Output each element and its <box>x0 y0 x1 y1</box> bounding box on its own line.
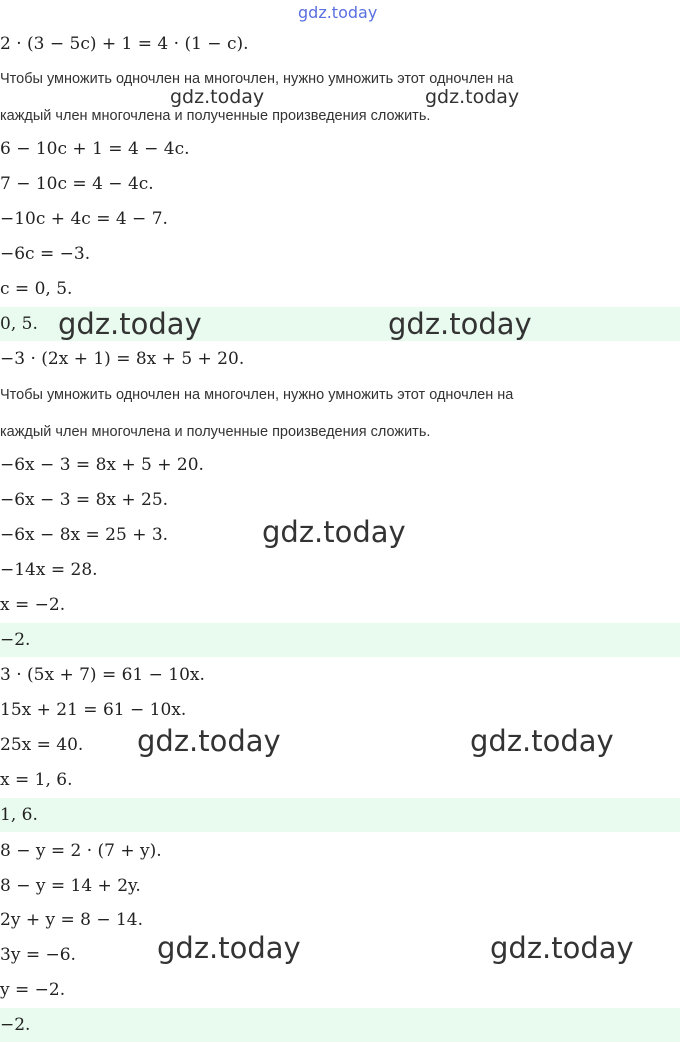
equation: 3 · (5x + 7) = 61 − 10x. <box>0 665 205 685</box>
watermark: gdz.today <box>425 86 520 108</box>
watermark: gdz.today <box>470 724 614 758</box>
watermark: gdz.today <box>388 307 532 341</box>
rule-text: Чтобы умножить одночлен на многочлен, нужно умножить этот одночлен на <box>0 387 514 403</box>
equation: 8 − y = 2 · (7 + y). <box>0 841 162 861</box>
answer-band <box>0 623 680 657</box>
equation: −6c = −3. <box>0 244 91 264</box>
answer: 0, 5. <box>0 314 38 334</box>
watermark: gdz.today <box>137 724 281 758</box>
equation: 2 · (3 − 5c) + 1 = 4 · (1 − c). <box>0 34 249 54</box>
answer-band <box>0 798 680 832</box>
watermark: gdz.today <box>490 931 634 965</box>
rule-text: Чтобы умножить одночлен на многочлен, нужно умножить этот одночлен на <box>0 71 514 87</box>
equation: 6 − 10c + 1 = 4 − 4c. <box>0 139 190 159</box>
answer: −2. <box>0 630 31 650</box>
answer: −2. <box>0 1015 31 1035</box>
answer-band <box>0 1008 680 1042</box>
equation: 15x + 21 = 61 − 10x. <box>0 700 187 720</box>
equation: −3 · (2x + 1) = 8x + 5 + 20. <box>0 349 245 369</box>
equation: −6x − 3 = 8x + 5 + 20. <box>0 455 204 475</box>
watermark: gdz.today <box>58 307 202 341</box>
equation: 8 − y = 14 + 2y. <box>0 876 141 896</box>
equation: −6x − 3 = 8x + 25. <box>0 490 169 510</box>
equation: x = 1, 6. <box>0 770 73 790</box>
equation: 25x = 40. <box>0 735 84 755</box>
equation: 3y = −6. <box>0 945 76 965</box>
equation: x = −2. <box>0 595 66 615</box>
equation: c = 0, 5. <box>0 279 73 299</box>
equation: −10c + 4c = 4 − 7. <box>0 209 168 229</box>
rule-text: каждый член многочлена и полученные произведения сложить. <box>0 424 431 440</box>
watermark: gdz.today <box>170 86 265 108</box>
rule-text: каждый член многочлена и полученные произведения сложить. <box>0 108 431 124</box>
equation: −14x = 28. <box>0 560 98 580</box>
answer: 1, 6. <box>0 805 38 825</box>
equation: −6x − 8x = 25 + 3. <box>0 525 169 545</box>
equation: 7 − 10c = 4 − 4c. <box>0 174 154 194</box>
watermark: gdz.today <box>262 515 406 549</box>
watermark: gdz.today <box>298 3 378 22</box>
equation: y = −2. <box>0 980 66 1000</box>
watermark: gdz.today <box>157 931 301 965</box>
equation: 2y + y = 8 − 14. <box>0 910 144 930</box>
